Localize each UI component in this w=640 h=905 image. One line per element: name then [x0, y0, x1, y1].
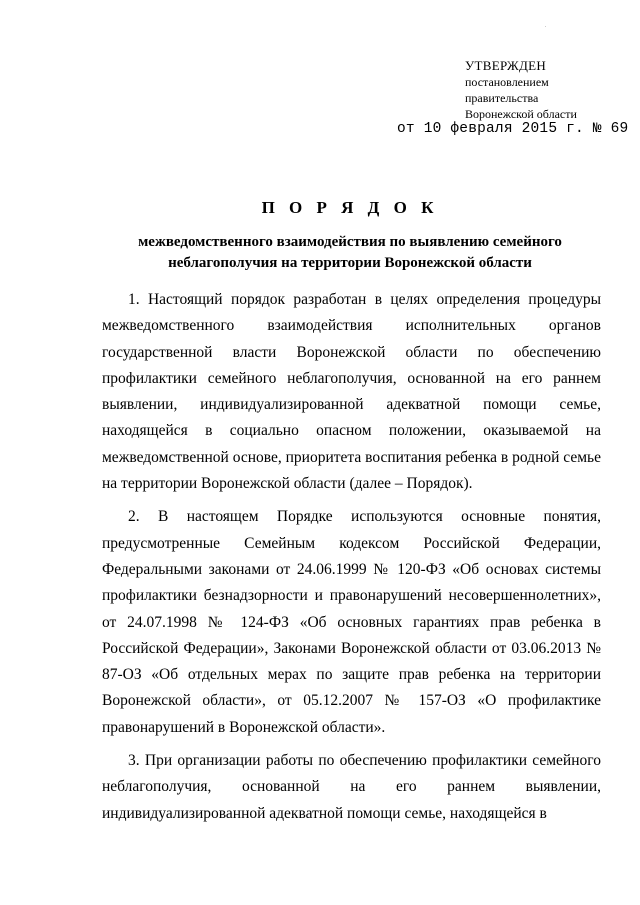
scan-speck [545, 26, 546, 27]
document-body [102, 287, 601, 827]
approval-stamp [465, 58, 577, 122]
approval-line-1: постановлением [465, 75, 549, 89]
subtitle-line-2: неблагополучия на территории Воронежской области [168, 255, 532, 271]
paragraph-1: 1. Настоящий порядок разработан в целях определения процедуры межведомственного взаимодействия исполнительных органов государственной власти Воронежской области по обеспечению профилактики семейного неблагополучия, основанной на его раннем выявлении, индивидуализированной адекватной помощи семье, находящейся в социально опасном положении, оказываемой на межведомственной основе, приоритета воспитания ребенка в родной семье на территории Воронежской области (далее – Порядок). [102, 291, 601, 493]
subtitle-line-1: межведомственного взаимодействия по выявлению семейного [138, 234, 562, 250]
paragraph-3: 3. При организации работы по обеспечению профилактики семейного неблагополучия, основанной на его раннем выявлении, индивидуализированной адекватной помощи семье, находящейся в [102, 752, 601, 822]
approval-line-3: Воронежской области [465, 107, 577, 121]
document-title: П О Р Я Д О К [261, 198, 439, 217]
document-subtitle [100, 232, 600, 274]
paragraph-2: 2. В настоящем Порядке используются основные понятия, предусмотренные Семейным кодексом Российской Федерации, Федеральными законами от 24.06.1999 № 120-ФЗ «Об основах системы профилактики безнадзорности и правонарушений несовершеннолетних», от 24.07.1998 № 124-ФЗ «Об основных гарантиях прав ребенка в Российской Федерации», Законами Воронежской области от 03.06.2013 № 87-ОЗ «Об отдельных мерах по защите прав ребенка на территории Воронежской области», от 05.12.2007 № 157-ОЗ «О профилактике правонарушений в Воронежской области». [102, 508, 601, 736]
approval-status: УТВЕРЖДЕН [465, 58, 547, 73]
approval-date: от 10 февраля 2015 г. № 69 [397, 121, 629, 137]
approval-line-2: правительства [465, 91, 539, 105]
